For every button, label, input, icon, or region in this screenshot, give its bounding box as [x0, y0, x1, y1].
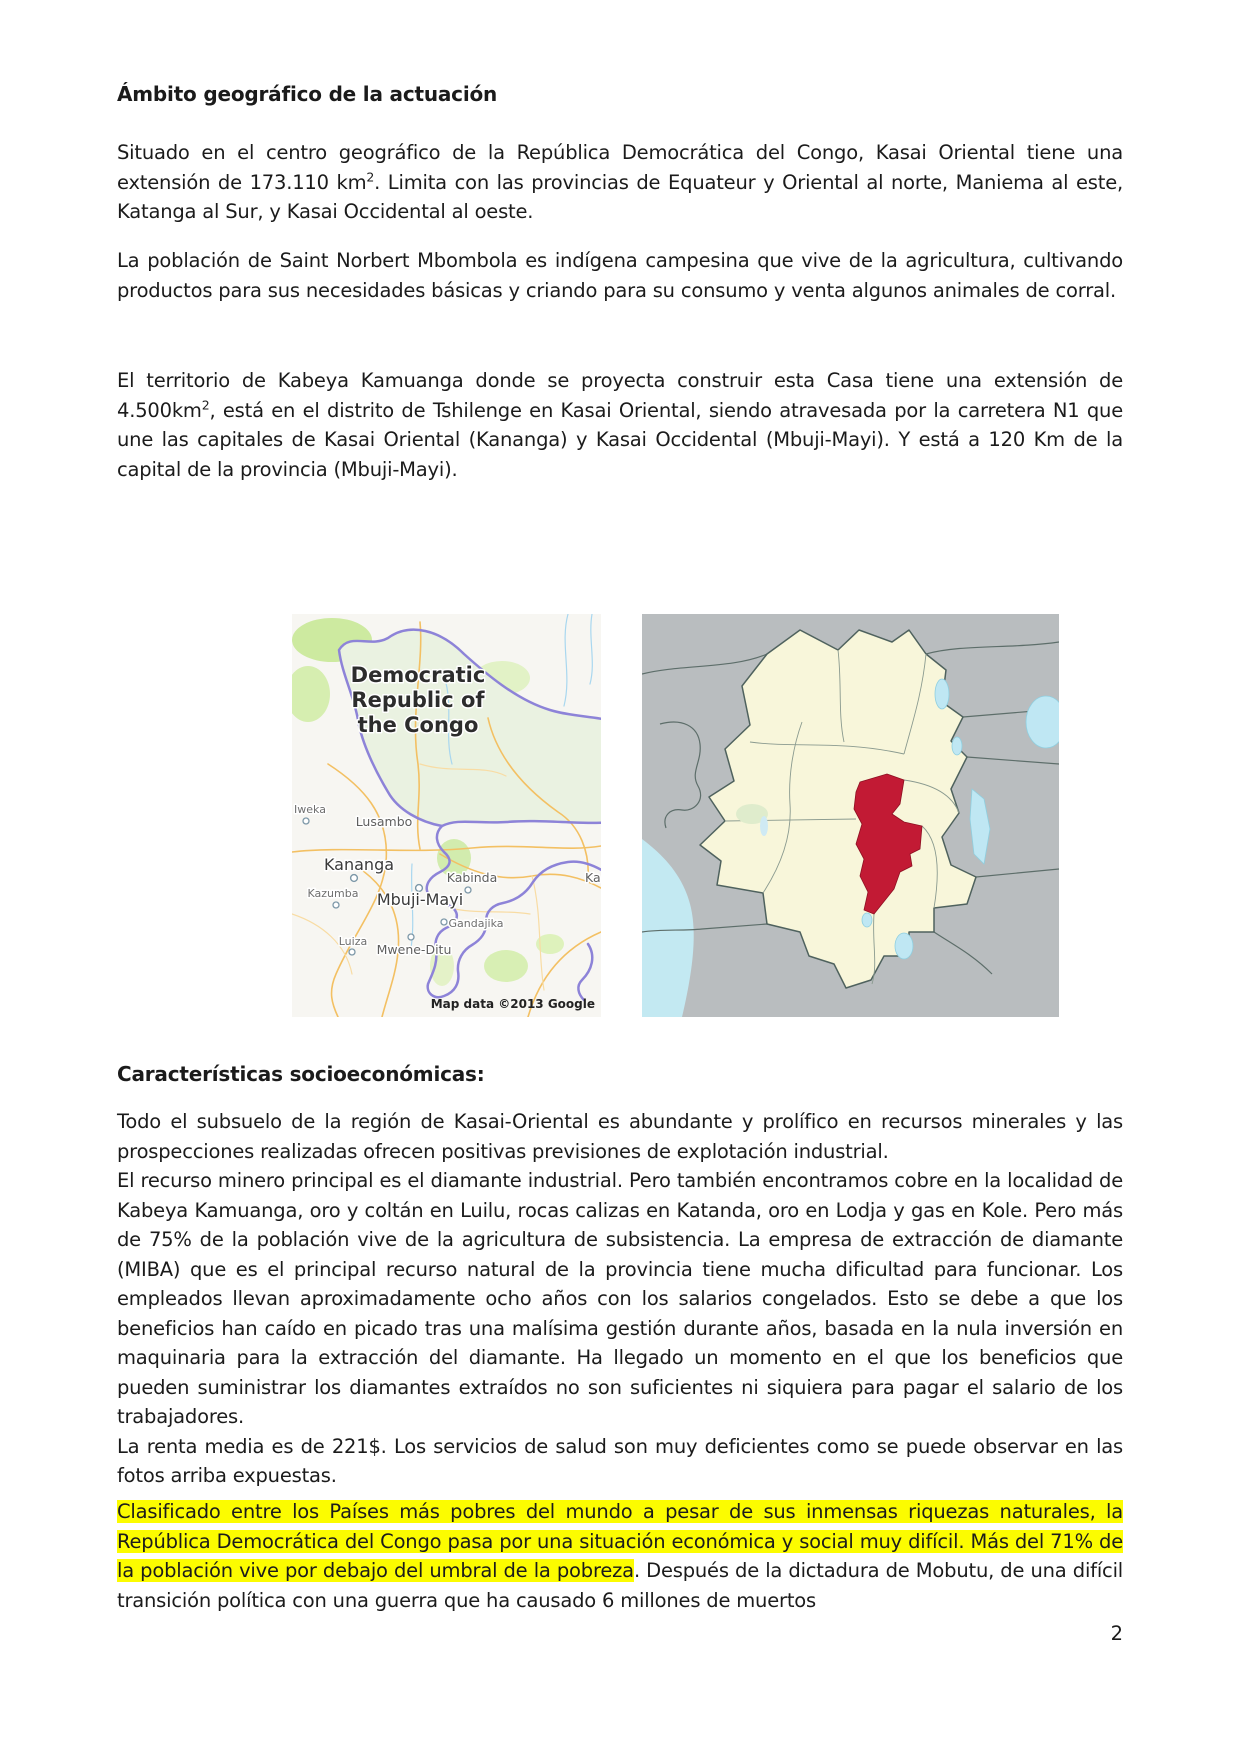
text-segment: , está en el distrito de Tshilenge en Kasai Oriental, siendo atravesada por la carretera N1 que une las capitales de Kasai Oriental (Kananga) y Kasai Occidental (Mbuji-Mayi). Y está a 120 Km de la capital de la provincia (Mbuji-Mayi). — [117, 398, 1123, 481]
highlighted-text: Clasificado entre los Países más pobres del mundo a pesar de sus inmensas riquezas naturales, la República Democrática del Congo pasa por una situación económica y social muy difícil. Más del 71% de la población vive por debajo del umbral de la pobreza — [117, 1500, 1123, 1582]
text-segment: El territorio de Kabeya Kamuanga donde se proyecta construir esta Casa tiene una extensión de 4.500km — [117, 369, 1123, 422]
city-label-mwene-ditu: Mwene-Ditu — [376, 942, 452, 957]
drc-road-map — [292, 614, 601, 1017]
city-dot-iweka — [303, 818, 309, 824]
lake-albert — [935, 679, 949, 709]
page-number: 2 — [1110, 1622, 1123, 1645]
text-block: La renta media es de 221$. Los servicios de salud son muy deficientes como se puede observar en las fotos arriba expuestas. — [117, 1434, 1123, 1487]
drc-provinces-map — [642, 614, 1059, 1017]
map-title-line: Republic of — [351, 688, 485, 712]
paragraph-territory — [117, 366, 1123, 484]
heading-geography: Ámbito geográfico de la actuación — [117, 82, 498, 106]
maps-figure — [0, 614, 1240, 1017]
city-label-kazumba: Kazumba — [307, 887, 359, 900]
text-block: El recurso minero principal es el diamante industrial. Pero también encontramos cobre en la localidad de Kabeya Kamuanga, oro y coltán en Luilu, rocas calizas en Katanda, oro en Lodja y gas en Kole. Pero más de 75% de la población vive de la agricultura de subsistencia. La empresa de extracción de diamante (MIBA) que es el principal recurso natural de la provincia tiene mucha dificultad para funcionar. Los empleados llevan aproximadamente ocho años con los salarios congelados. Esto se debe a que los beneficios han caído en picado tras una malísima gestión durante años, basada en la nula inversión en maquinaria para la extracción del diamante. Ha llegado un momento en el que los beneficios que pueden suministrar los diamantes extraídos no son suficientes ni siquiera para pagar el salario de los trabajadores. — [117, 1169, 1123, 1428]
drc-road-map-image — [292, 614, 601, 1017]
text-segment: . Limita con las provincias de Equateur y Oriental al norte, Maniema al este, Katanga al Sur, y Kasai Occidental al oeste. — [117, 170, 1123, 223]
drc-provinces-map-image — [642, 614, 1059, 1017]
city-label-mbuji-mayi: Mbuji-Mayi — [376, 890, 464, 909]
paragraph-geography-overview — [117, 138, 1123, 227]
text-segment: Situado en el centro geográfico de la República Democrática del Congo, Kasai Oriental tiene una extensión de 173.110 km — [117, 141, 1123, 194]
text-segment: . Después de la dictadura de Mobutu, de una difícil transición política con una guerra que ha causado 6 millones de muertos — [117, 1559, 1124, 1612]
city-label-luiza: Luiza — [338, 935, 368, 948]
text-block: Todo el subsuelo de la región de Kasai-Oriental es abundante y prolífico en recursos minerales y las prospecciones realizadas ofrecen positivas previsiones de explotación industrial. — [117, 1110, 1123, 1163]
superscript-text: 2 — [366, 169, 375, 184]
city-dot-luiza — [349, 949, 355, 955]
city-label-iweka: Iweka — [294, 803, 326, 816]
lake-kivu — [952, 737, 962, 755]
city-label-kabinda: Kabinda — [446, 870, 498, 885]
city-dot-kananga — [351, 875, 358, 882]
map-attribution: Map data ©2013 Google — [430, 997, 595, 1011]
superscript-text: 2 — [201, 397, 210, 412]
city-label-lusambo: Lusambo — [355, 814, 413, 829]
city-dot-gandajika — [441, 919, 447, 925]
lake-mai-ndombe — [760, 816, 768, 836]
small-lake — [862, 913, 872, 927]
city-label-partial-east: Ka — [585, 870, 601, 885]
heading-socioeconomic: Características socioeconómicas: — [117, 1062, 485, 1086]
forest-patch — [484, 950, 528, 982]
city-label-kananga: Kananga — [323, 855, 395, 874]
lake-mweru — [895, 933, 913, 959]
city-dot-mwene-ditu — [408, 934, 414, 940]
paragraph-population — [117, 246, 1123, 305]
city-dot-kazumba — [333, 902, 339, 908]
paragraph-socioeconomic — [117, 1107, 1123, 1491]
city-dot-kabinda — [465, 887, 471, 893]
text-segment: La población de Saint Norbert Mbombola es indígena campesina que vive de la agricultura, cultivando productos para sus necesidades básicas y criando para su consumo y venta algunos animales de corral. — [117, 249, 1123, 302]
paragraph-poverty-highlight — [117, 1497, 1123, 1615]
map-title-line: the Congo — [357, 713, 479, 737]
map-title-line: Democratic — [350, 663, 486, 687]
city-label-gandajika: Gandajika — [448, 917, 504, 930]
